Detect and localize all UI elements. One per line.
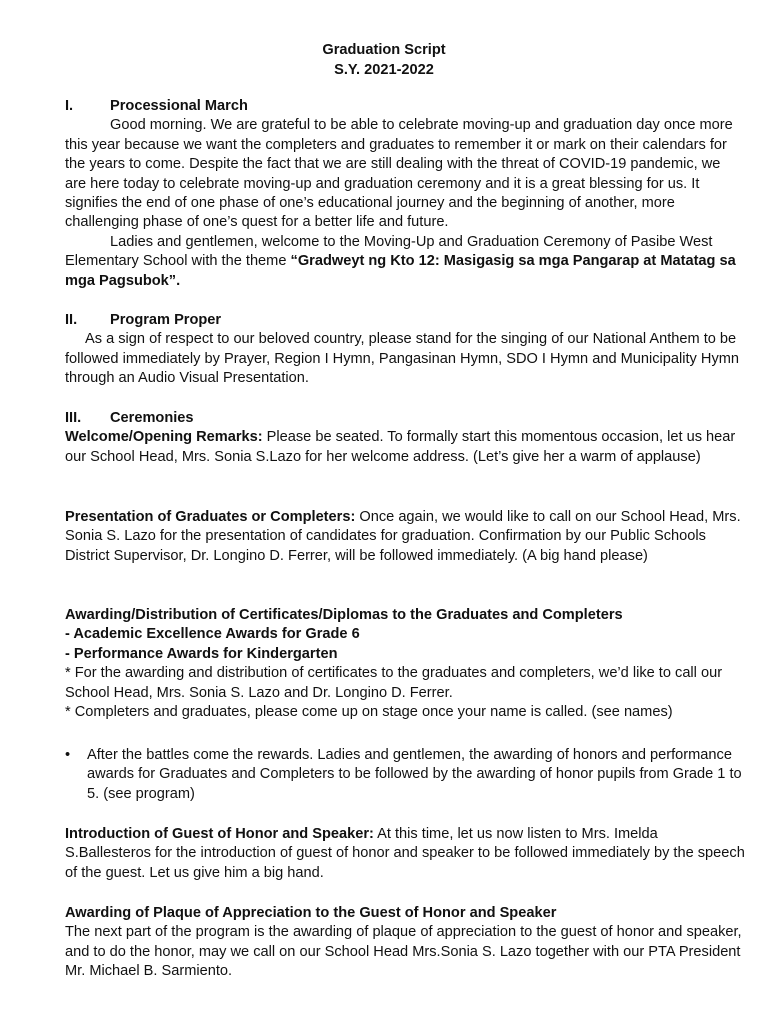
presentation-block bbox=[65, 508, 745, 566]
introduction-paragraph bbox=[65, 825, 745, 883]
awarding-note-2: * Completers and graduates, please come up on stage once your name is called. (see names) bbox=[65, 704, 673, 721]
plaque-heading: Awarding of Plaque of Appreciation to the Guest of Honor and Speaker bbox=[65, 905, 557, 921]
welcome-remarks-text: Please be seated. To formally start this momentous occasion, let us hear our School Head, Mrs. Sonia S.Lazo for her welcome address. (Let’s give her a warm of applause) bbox=[65, 429, 736, 465]
section-number: II. bbox=[65, 312, 78, 328]
plaque-block bbox=[65, 904, 745, 982]
section-title: Ceremonies bbox=[110, 410, 194, 426]
section-number: III. bbox=[65, 410, 82, 426]
document-title: Graduation Script bbox=[322, 42, 446, 58]
section-ceremonies bbox=[65, 409, 745, 467]
welcome-text: Ladies and gentlemen, welcome to the Moving-Up and Graduation Ceremony of Pasibe West Elementary School with the theme bbox=[65, 233, 713, 270]
welcome-paragraph bbox=[65, 233, 745, 291]
introduction-text: At this time, let us now listen to Mrs. Imelda S.Ballesteros for the introduction of guest of honor and speaker to be followed immediately by the speech of the guest. Let us give him a big hand. bbox=[65, 826, 745, 881]
introduction-block bbox=[65, 825, 745, 883]
section-processional bbox=[65, 97, 745, 291]
section-program-proper bbox=[65, 311, 745, 389]
presentation-paragraph bbox=[65, 508, 745, 566]
section-title: Processional March bbox=[110, 98, 248, 114]
section-heading bbox=[65, 97, 745, 116]
awarding-note-1: * For the awarding and distribution of certificates to the graduates and completers, we’d like to call our School Head, Mrs. Sonia S. Lazo and Dr. Longino D. Ferrer. bbox=[65, 665, 723, 701]
introduction-label: Introduction of Guest of Honor and Speaker: bbox=[65, 826, 374, 842]
rewards-bullet bbox=[65, 746, 745, 804]
section-heading bbox=[65, 311, 745, 330]
bullet-icon: • bbox=[65, 747, 71, 763]
processional-paragraph: Good morning. We are grateful to be able to celebrate moving-up and graduation day once more this year because we want the completers and graduates to remember it or mark on their calendars for the years to come. Despite the fact that we are still dealing with the threat of COVID-19 pandemic, we are here today to celebrate moving-up and graduation ceremony and it is a great blessing for us. It signifies the end of one phase of one’s educational journey and the beginning of another, more challenging phase of one’s quest for a better life and future. bbox=[65, 117, 733, 231]
section-number: I. bbox=[65, 98, 74, 114]
program-proper-paragraph: As a sign of respect to our beloved country, please stand for the singing of our National Anthem to be followed immediately by Prayer, Region I Hymn, Pangasinan Hymn, SDO I Hymn and Municipality Hymn through an Audio Visual Presentation. bbox=[65, 331, 740, 387]
presentation-label: Presentation of Graduates or Completers: bbox=[65, 509, 356, 525]
section-title: Program Proper bbox=[110, 312, 222, 328]
performance-awards-heading: - Performance Awards for Kindergarten bbox=[65, 645, 338, 662]
awarding-heading: Awarding/Distribution of Certificates/Diplomas to the Graduates and Completers bbox=[65, 607, 623, 623]
welcome-remarks-paragraph bbox=[65, 428, 745, 467]
bullet-item bbox=[65, 746, 745, 804]
theme-text: “Gradweyt ng Kto 12: Masigasig sa mga Pangarap at Matatag sa mga Pagsubok”. bbox=[65, 253, 736, 289]
welcome-remarks-label: Welcome/Opening Remarks: bbox=[65, 429, 263, 446]
section-heading bbox=[65, 409, 745, 428]
academic-excellence-heading: - Academic Excellence Awards for Grade 6 bbox=[65, 626, 360, 643]
plaque-paragraph: The next part of the program is the awarding of plaque of appreciation to the guest of honor and speaker, and to do the honor, may we call on our School Head Mrs.Sonia S. Lazo together with our PTA President Mr. Michael B. Sarmiento. bbox=[65, 924, 742, 980]
awarding-block bbox=[65, 606, 745, 722]
school-year: S.Y. 2021-2022 bbox=[334, 62, 434, 78]
presentation-text: Once again, we would like to call on our School Head, Mrs. Sonia S. Lazo for the presentation of candidates for graduation. Confirmation by our Public Schools District Supervisor, Dr. Longino D. Ferrer, will be followed immediately. (A big hand please) bbox=[65, 509, 741, 564]
bullet-text: After the battles come the rewards. Ladies and gentlemen, the awarding of honors and performance awards for Graduates and Completers to be followed by the awarding of honor pupils from Grade 1 to 5. (see program) bbox=[87, 747, 742, 802]
